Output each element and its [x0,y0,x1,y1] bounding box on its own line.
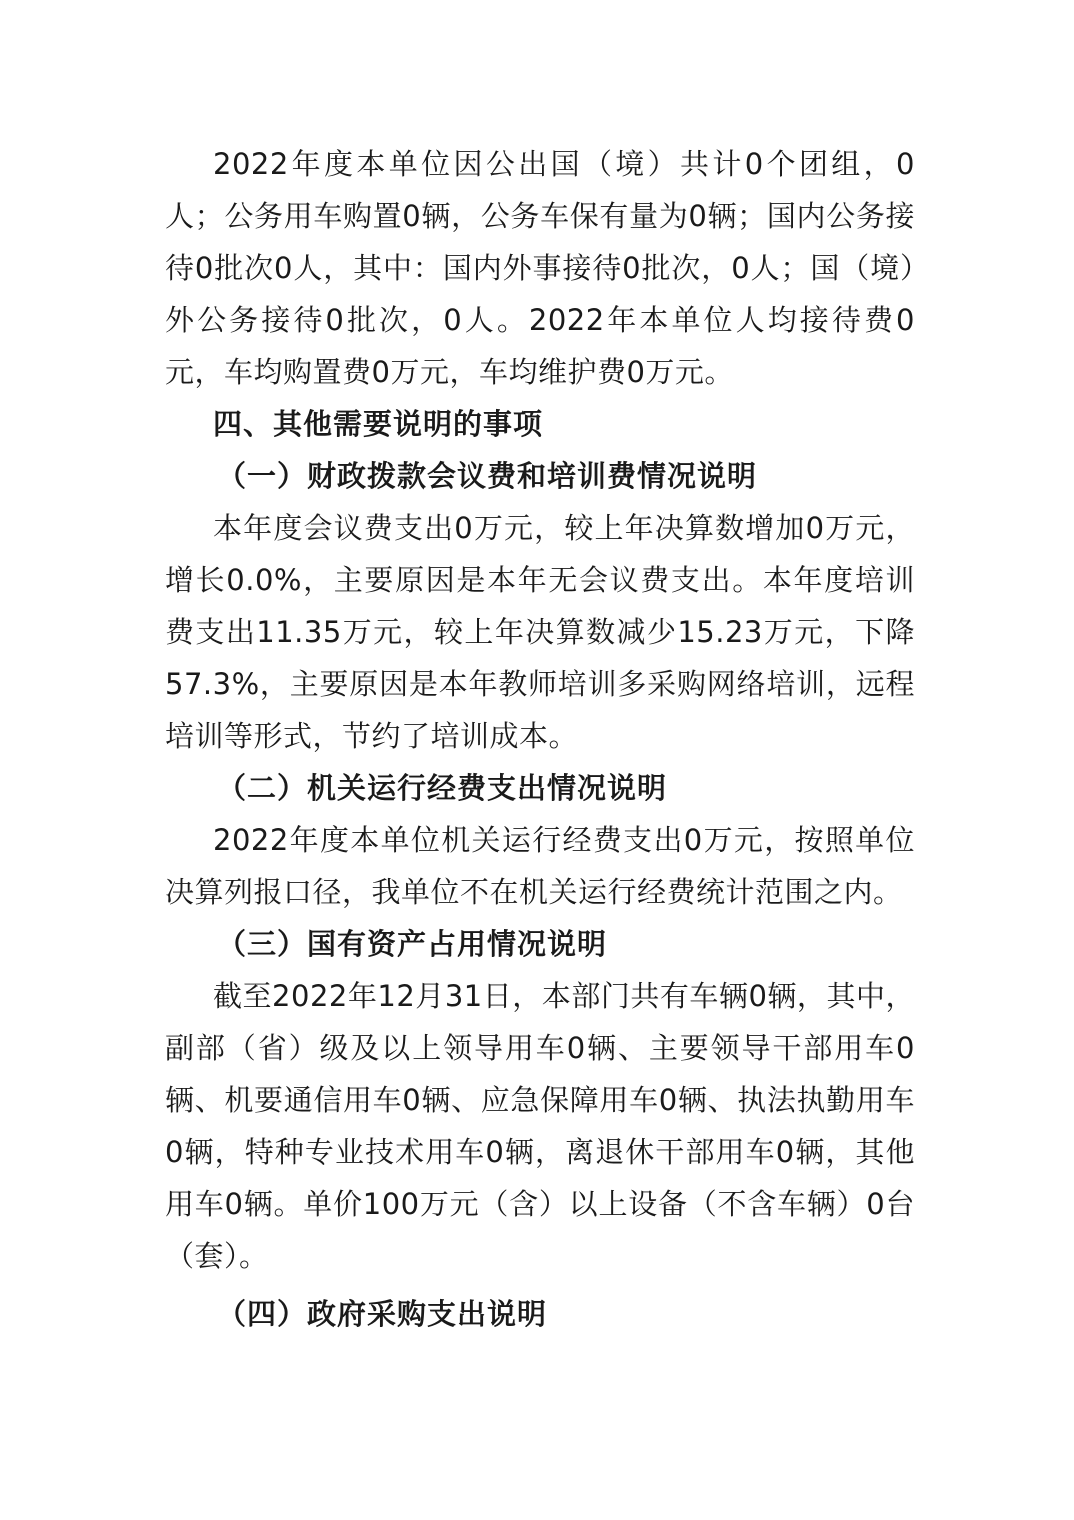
subsection-heading-government-procurement: （四）政府采购支出说明 [217,1297,548,1331]
section-heading-other-matters: 四、其他需要说明的事项 [213,407,544,441]
subsection-heading-agency-operation: （二）机关运行经费支出情况说明 [217,771,668,805]
paragraph-agency-operation: 2022年度本单位机关运行经费支出0万元，按照单位决算列报口径，我单位不在机关运行经费统计范围之内。 [165,823,915,909]
subsection-heading-state-assets: （三）国有资产占用情况说明 [217,927,608,961]
subsection-heading-meeting-training: （一）财政拨款会议费和培训费情况说明 [217,459,758,493]
paragraph-overseas-vehicle-reception: 2022年度本单位因公出国（境）共计0个团组，0人；公务用车购置0辆，公务车保有量为0辆；国内公务接待0批次0人，其中：国内外事接待0批次，0人；国（境）外公务接待0批次，0人。2022年本单位人均接待费0元，车均购置费0万元，车均维护费0万元。 [165,147,915,389]
document-body [165,138,915,1340]
paragraph-state-assets: 截至2022年12月31日，本部门共有车辆0辆，其中，副部（省）级及以上领导用车0辆、主要领导干部用车0辆、机要通信用车0辆、应急保障用车0辆、执法执勤用车0辆，特种专业技术用车0辆，离退休干部用车0辆，其他用车0辆。单价100万元（含）以上设备（不含车辆）0台（套）。 [165,979,915,1273]
paragraph-meeting-training: 本年度会议费支出0万元，较上年决算数增加0万元，增长0.0%，主要原因是本年无会议费支出。本年度培训费支出11.35万元，较上年决算数减少15.23万元，下降57.3%，主要原因是本年教师培训多采购网络培训，远程培训等形式，节约了培训成本。 [165,511,915,753]
